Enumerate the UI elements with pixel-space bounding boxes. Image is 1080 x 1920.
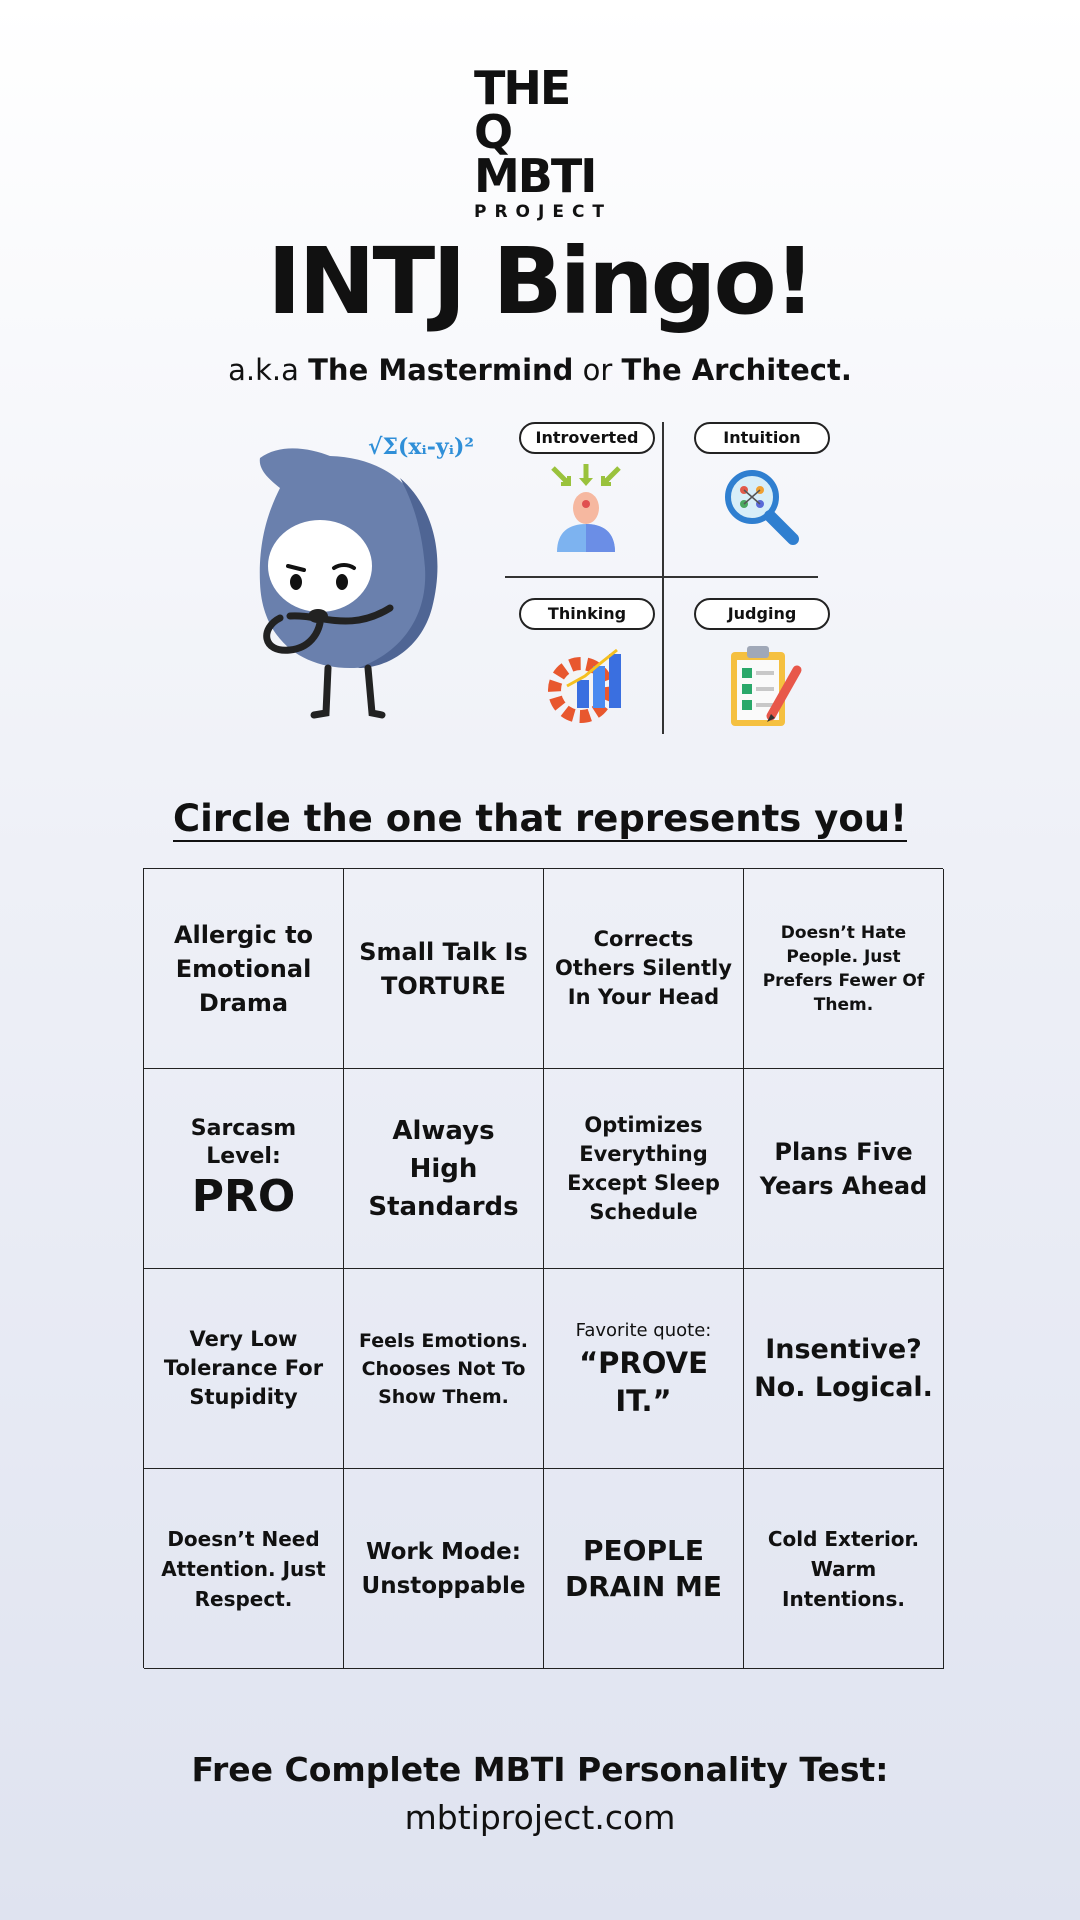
bingo-cell-text: Insentive? No. Logical. <box>754 1333 933 1403</box>
introvert-person-icon <box>541 462 631 552</box>
bingo-cell-text: Always High Standards <box>368 1115 519 1222</box>
bingo-cell-text: Corrects Others Silently In Your Head <box>555 927 732 1009</box>
quadrant-divider-vertical <box>662 422 664 734</box>
instruction-text: Circle the one that represents you! <box>173 797 907 840</box>
bingo-cell[interactable] <box>744 1269 944 1469</box>
bingo-cell-text: Cold Exterior. Warm Intentions. <box>767 1526 920 1611</box>
trait-pill-introverted: Introverted <box>519 422 655 454</box>
quadrant-divider-horizontal <box>505 576 818 578</box>
bingo-grid <box>143 868 943 1668</box>
bingo-cell-text: Plans Five Years Ahead <box>759 1137 928 1200</box>
thinking-mascot-illustration <box>250 418 480 728</box>
magnifier-icon <box>717 462 807 552</box>
bingo-cell-text: Optimizes Everything Except Sleep Schedule <box>567 1112 720 1224</box>
instruction-heading <box>0 796 1080 842</box>
bingo-cell[interactable] <box>344 1469 544 1669</box>
bingo-cell-text: Work Mode: Unstoppable <box>361 1538 526 1599</box>
bingo-cell[interactable] <box>144 1469 344 1669</box>
bingo-cell-emphasis: PRO <box>191 1170 296 1222</box>
subtitle-prefix: a.k.a <box>228 353 309 387</box>
bingo-cell[interactable] <box>744 869 944 1069</box>
bingo-cell-text: Very Low Tolerance For Stupidity <box>163 1327 324 1409</box>
bingo-cell[interactable] <box>344 1269 544 1469</box>
trait-pill-judging: Judging <box>694 598 830 630</box>
bingo-cell[interactable] <box>344 1069 544 1269</box>
bingo-cell[interactable] <box>744 1069 944 1269</box>
bingo-cell-text: PEOPLE DRAIN ME <box>564 1533 723 1603</box>
bingo-cell-text: Small Talk Is TORTURE <box>359 937 528 1000</box>
bingo-cell[interactable] <box>144 869 344 1069</box>
bingo-cell[interactable] <box>544 869 744 1069</box>
gear-chart-icon <box>541 640 631 730</box>
bingo-cell[interactable] <box>744 1469 944 1669</box>
math-formula: √Σ(xᵢ-yᵢ)² <box>368 434 475 460</box>
footer-heading: Free Complete MBTI Personality Test: <box>191 1750 889 1789</box>
bingo-cell[interactable] <box>144 1069 344 1269</box>
trait-pill-thinking: Thinking <box>519 598 655 630</box>
brand-logo <box>474 61 613 222</box>
logo-line-1: THE Q <box>474 61 570 159</box>
bingo-cell[interactable] <box>144 1269 344 1469</box>
bingo-cell-text: Allergic to Emotional Drama <box>173 920 314 1017</box>
bingo-cell-text: Doesn’t Need Attention. Just Respect. <box>161 1526 326 1611</box>
bingo-cell[interactable] <box>544 1269 744 1469</box>
subtitle-name-2: The Architect. <box>621 353 852 387</box>
trait-quadrant <box>505 420 825 735</box>
logo-line-2: MBTI <box>474 149 596 203</box>
logo-line-3: PROJECT <box>474 202 613 222</box>
bingo-cell-text: Feels Emotions. Chooses Not To Show Them. <box>359 1329 528 1408</box>
bingo-cell[interactable] <box>344 869 544 1069</box>
bingo-cell-text: Sarcasm Level: <box>190 1115 297 1169</box>
page-title: INTJ Bingo! <box>267 228 813 335</box>
bingo-cell-emphasis: “PROVE IT.” <box>579 1345 708 1418</box>
subtitle-mid: or <box>573 353 622 387</box>
subtitle-name-1: The Mastermind <box>308 353 574 387</box>
page-subtitle <box>0 350 1080 390</box>
trait-pill-intuition: Intuition <box>694 422 830 454</box>
bingo-cell-text: Doesn’t Hate People. Just Prefers Fewer Of Them. <box>762 922 925 1015</box>
clipboard-checklist-icon <box>717 640 807 730</box>
bingo-cell[interactable] <box>544 1469 744 1669</box>
footer-url-link[interactable]: mbtiproject.com <box>404 1798 676 1837</box>
bingo-cell-text: Favorite quote: <box>575 1319 712 1341</box>
bingo-cell[interactable] <box>544 1069 744 1269</box>
